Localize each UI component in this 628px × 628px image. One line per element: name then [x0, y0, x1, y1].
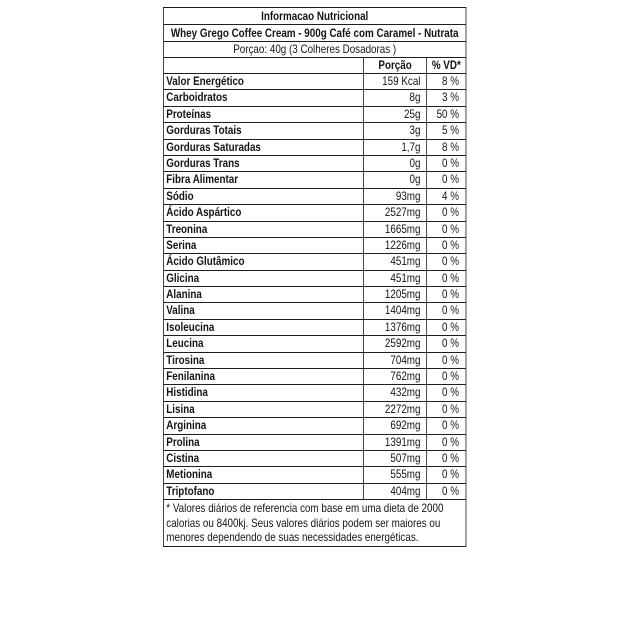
nutrient-daily-value: 0 % — [426, 484, 465, 499]
nutrient-name: Treonina — [166, 221, 208, 236]
nutrient-name: Fenilanina — [166, 369, 215, 384]
product-name: Whey Grego Coffee Cream - 900g Café com Caramel - Nutrata — [170, 26, 459, 40]
nutrient-amount: 2592mg — [363, 336, 426, 351]
nutrient-row — [164, 123, 466, 139]
nutrient-amount: 451mg — [363, 254, 426, 269]
nutrient-row — [164, 418, 466, 434]
nutrient-amount: 762mg — [363, 369, 426, 384]
nutrient-daily-value: 0 % — [426, 435, 465, 450]
nutrient-daily-value: 4 % — [426, 189, 465, 204]
nutrient-row — [164, 336, 466, 352]
nutrient-name: Cistina — [166, 450, 200, 465]
nutrient-daily-value: 0 % — [426, 172, 465, 187]
nutrient-name: Gorduras Totais — [166, 123, 242, 138]
nutrient-name: Valina — [166, 303, 195, 318]
nutrient-row — [164, 140, 466, 156]
nutrient-daily-value: 0 % — [426, 222, 465, 237]
header-portion: Porção — [363, 58, 426, 73]
nutrient-daily-value: 0 % — [426, 287, 465, 302]
nutrient-daily-value: 3 % — [426, 90, 465, 105]
nutrient-daily-value: 50 % — [426, 107, 465, 122]
nutrient-daily-value: 5 % — [426, 123, 465, 138]
nutrient-amount: 3g — [363, 123, 426, 138]
nutrient-amount: 0g — [363, 172, 426, 187]
nutrient-daily-value: 8 % — [426, 140, 465, 155]
nutrient-amount: 0g — [363, 156, 426, 171]
nutrient-daily-value: 0 % — [426, 451, 465, 466]
nutrient-name: Leucina — [166, 336, 204, 351]
nutrient-name: Gorduras Saturadas — [166, 139, 261, 154]
nutrient-row — [164, 74, 466, 90]
nutrient-name: Carboidratos — [166, 90, 228, 105]
nutrient-row — [164, 205, 466, 221]
nutrient-amount: 1376mg — [363, 320, 426, 335]
nutrient-daily-value: 0 % — [426, 238, 465, 253]
footnote — [164, 500, 466, 546]
nutrient-name: Histidina — [166, 385, 208, 400]
nutrient-name: Alanina — [166, 287, 202, 302]
nutrient-row — [164, 402, 466, 418]
nutrient-row — [164, 484, 466, 500]
nutrient-amount: 692mg — [363, 418, 426, 433]
nutrient-name: Glicina — [166, 270, 200, 285]
portion-size: Porçao: 40g (3 Colheres Dosadoras ) — [233, 42, 397, 56]
nutrition-facts-table — [163, 7, 466, 547]
nutrient-row — [164, 222, 466, 238]
portion-row — [164, 42, 466, 58]
nutrient-name: Triptofano — [166, 483, 215, 498]
nutrient-daily-value: 0 % — [426, 467, 465, 482]
nutrient-name: Ácido Aspártico — [166, 205, 242, 220]
nutrient-amount: 2272mg — [363, 402, 426, 417]
nutrient-name: Valor Energético — [166, 74, 244, 88]
nutrient-amount: 555mg — [363, 467, 426, 482]
nutrient-name: Metionina — [166, 467, 213, 482]
nutrient-amount: 25g — [363, 107, 426, 122]
nutrient-amount: 507mg — [363, 451, 426, 466]
nutrient-daily-value: 0 % — [426, 336, 465, 351]
nutrient-name: Arginina — [166, 418, 207, 433]
nutrient-row — [164, 369, 466, 385]
nutrient-row — [164, 287, 466, 303]
nutrient-row — [164, 189, 466, 205]
nutrient-amount: 1205mg — [363, 287, 426, 302]
nutrient-row — [164, 107, 466, 123]
nutrient-name: Prolina — [166, 434, 200, 449]
nutrient-row — [164, 238, 466, 254]
nutrient-name: Ácido Glutâmico — [166, 254, 245, 269]
nutrient-daily-value: 0 % — [426, 418, 465, 433]
nutrient-amount: 1391mg — [363, 435, 426, 450]
nutrient-daily-value: 0 % — [426, 303, 465, 318]
nutrient-name: Sódio — [166, 188, 194, 203]
nutrient-amount: 159 Kcal — [363, 74, 426, 89]
nutrient-daily-value: 0 % — [426, 353, 465, 368]
nutrient-name: Lisina — [166, 401, 195, 416]
nutrient-row — [164, 156, 466, 172]
nutrient-row — [164, 467, 466, 483]
nutrient-daily-value: 0 % — [426, 271, 465, 286]
nutrient-daily-value: 0 % — [426, 156, 465, 171]
product-name-row — [164, 25, 466, 42]
nutrient-name: Proteínas — [166, 106, 212, 121]
nutrient-row — [164, 320, 466, 336]
footnote-line: * Valores diários de referencia com base em uma dieta de 2000 — [166, 501, 444, 516]
nutrient-amount: 1404mg — [363, 303, 426, 318]
nutrient-daily-value: 8 % — [426, 74, 465, 89]
nutrient-daily-value: 0 % — [426, 320, 465, 335]
nutrient-name: Isoleucina — [166, 319, 215, 334]
nutrient-name: Gorduras Trans — [166, 155, 240, 170]
nutrient-daily-value: 0 % — [426, 402, 465, 417]
nutrient-amount: 8g — [363, 90, 426, 105]
nutrient-daily-value: 0 % — [426, 385, 465, 400]
nutrient-name: Tirosina — [166, 352, 205, 367]
nutrient-row — [164, 271, 466, 287]
header-daily-value: % VD* — [426, 58, 465, 73]
column-header-row — [164, 58, 466, 74]
nutrient-amount: 404mg — [363, 484, 426, 499]
nutrient-amount: 432mg — [363, 385, 426, 400]
nutrient-row — [164, 90, 466, 106]
table-title: Informacao Nutricional — [261, 9, 369, 23]
footnote-line: menores dependendo de suas necessidades energéticas. — [166, 530, 419, 545]
nutrient-name: Serina — [166, 237, 197, 252]
nutrient-row — [164, 353, 466, 369]
nutrient-amount: 451mg — [363, 271, 426, 286]
nutrient-row — [164, 435, 466, 451]
nutrient-amount: 93mg — [363, 189, 426, 204]
nutrient-row — [164, 172, 466, 188]
table-title-row — [164, 8, 466, 25]
nutrient-name: Fibra Alimentar — [166, 172, 239, 187]
nutrient-amount: 1,7g — [363, 140, 426, 155]
nutrient-row — [164, 385, 466, 401]
nutrient-daily-value: 0 % — [426, 369, 465, 384]
nutrient-row — [164, 451, 466, 467]
footnote-line: calorias ou 8400kj. Seus valores diários podem ser maiores ou — [166, 515, 441, 530]
nutrient-amount: 1665mg — [363, 222, 426, 237]
nutrient-amount: 2527mg — [363, 205, 426, 220]
nutrient-row — [164, 254, 466, 270]
header-blank-cell — [164, 58, 363, 73]
nutrient-row — [164, 303, 466, 319]
nutrient-amount: 704mg — [363, 353, 426, 368]
nutrient-amount: 1226mg — [363, 238, 426, 253]
nutrient-daily-value: 0 % — [426, 205, 465, 220]
nutrient-daily-value: 0 % — [426, 254, 465, 269]
